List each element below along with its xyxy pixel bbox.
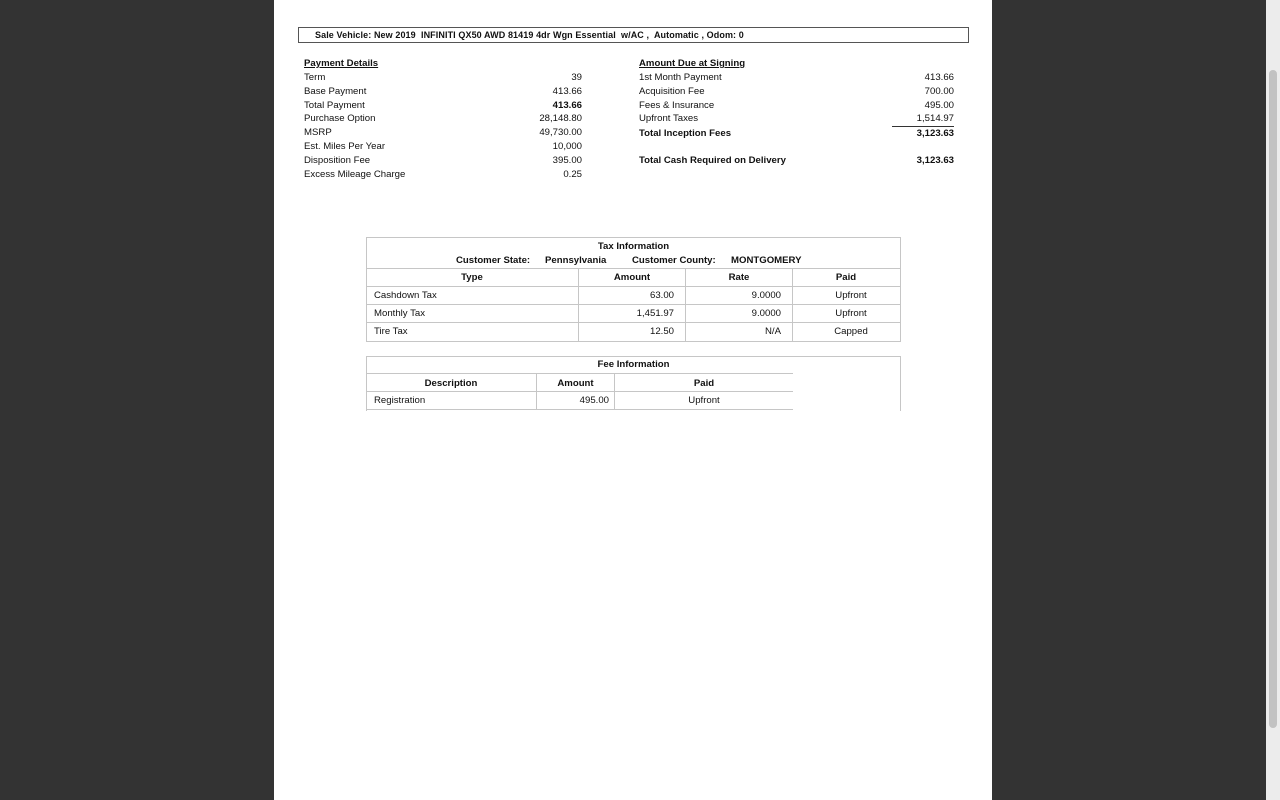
amount-due-label: 1st Month Payment <box>639 72 722 83</box>
sale-vehicle-box <box>298 27 969 43</box>
fee-col-header: Paid <box>693 378 715 389</box>
payment-detail-label: Est. Miles Per Year <box>304 141 386 152</box>
payment-detail-value: 413.66 <box>552 99 582 111</box>
payment-detail-label: Disposition Fee <box>304 154 371 166</box>
fee-col-header: Amount <box>557 378 594 389</box>
tax-type-cell: Monthly Tax <box>374 308 426 319</box>
tax-amount-cell: 12.50 <box>649 326 674 337</box>
payment-detail-label: MSRP <box>304 127 332 139</box>
tax-type-cell: Cashdown Tax <box>374 290 437 301</box>
tax-divider <box>366 322 901 323</box>
customer-state-label: Customer State: <box>456 255 531 266</box>
amount-due-label: Acquisition Fee <box>639 85 705 97</box>
fee-info-title: Fee Information <box>597 359 670 370</box>
payment-detail-value: 395.00 <box>552 154 582 166</box>
payment-detail-label: Purchase Option <box>304 113 376 125</box>
tax-paid-cell: Capped <box>834 326 868 337</box>
customer-county-value: MONTGOMERY <box>731 255 802 266</box>
fee-description-cell: Registration <box>374 395 426 406</box>
tax-rate-cell: N/A <box>765 326 781 337</box>
amount-due-header: Amount Due at Signing <box>639 58 746 69</box>
amount-due-value: 1,514.97 <box>916 113 954 125</box>
amount-due-value: 495.00 <box>924 99 954 111</box>
payment-detail-value: 10,000 <box>552 141 582 152</box>
fee-amount-cell: 495.00 <box>579 395 609 406</box>
tax-amount-cell: 63.00 <box>649 290 674 301</box>
tax-paid-cell: Upfront <box>835 290 867 301</box>
document-page <box>274 0 992 800</box>
amount-due-label: Fees & Insurance <box>639 99 715 111</box>
tax-divider <box>366 286 901 287</box>
total-cash-label: Total Cash Required on Delivery <box>639 155 786 166</box>
tax-divider <box>366 304 901 305</box>
tax-col-header: Amount <box>613 272 651 283</box>
payment-detail-value: 413.66 <box>552 85 582 97</box>
tax-type-cell: Tire Tax <box>374 326 408 337</box>
payment-detail-value: 39 <box>571 72 582 83</box>
sale-vehicle-label: Sale Vehicle: <box>315 30 372 40</box>
payment-detail-value: 49,730.00 <box>539 127 582 139</box>
amount-due-value: 700.00 <box>924 85 954 97</box>
fee-divider <box>366 391 793 392</box>
payment-detail-value: 28,148.80 <box>539 113 582 125</box>
tax-rate-cell: 9.0000 <box>751 290 781 301</box>
tax-amount-cell: 1,451.97 <box>636 308 674 319</box>
payment-detail-label: Term <box>304 72 326 83</box>
payment-detail-label: Base Payment <box>304 85 367 97</box>
tax-col-header: Paid <box>835 272 857 283</box>
tax-col-header: Type <box>461 272 483 283</box>
tax-divider <box>366 268 901 269</box>
scrollbar-thumb[interactable] <box>1269 70 1277 728</box>
payment-details-header: Payment Details <box>304 58 379 69</box>
payment-detail-value: 0.25 <box>563 168 582 180</box>
payment-detail-label: Excess Mileage Charge <box>304 168 406 180</box>
fee-divider <box>366 409 793 410</box>
amount-due-label: Upfront Taxes <box>639 113 699 125</box>
subtotal-rule <box>892 126 954 127</box>
tax-info-title: Tax Information <box>597 241 670 252</box>
tax-rate-cell: 9.0000 <box>751 308 781 319</box>
customer-county-label: Customer County: <box>632 255 716 266</box>
tax-col-header: Rate <box>728 272 750 283</box>
fee-col-header: Description <box>424 378 478 389</box>
sale-vehicle-text: New 2019 INFINITI QX50 AWD 81419 4dr Wgn Essential w/AC , Automatic , Odom: 0 <box>371 30 744 40</box>
fee-divider <box>366 373 793 374</box>
total-inception-value: 3,123.63 <box>916 128 954 139</box>
amount-due-value: 413.66 <box>924 72 954 83</box>
total-cash-value: 3,123.63 <box>916 155 954 166</box>
customer-state-value: Pennsylvania <box>545 255 607 266</box>
fee-paid-cell: Upfront <box>688 395 720 406</box>
tax-paid-cell: Upfront <box>835 308 867 319</box>
payment-detail-label: Total Payment <box>304 99 365 111</box>
total-inception-label: Total Inception Fees <box>639 128 732 139</box>
